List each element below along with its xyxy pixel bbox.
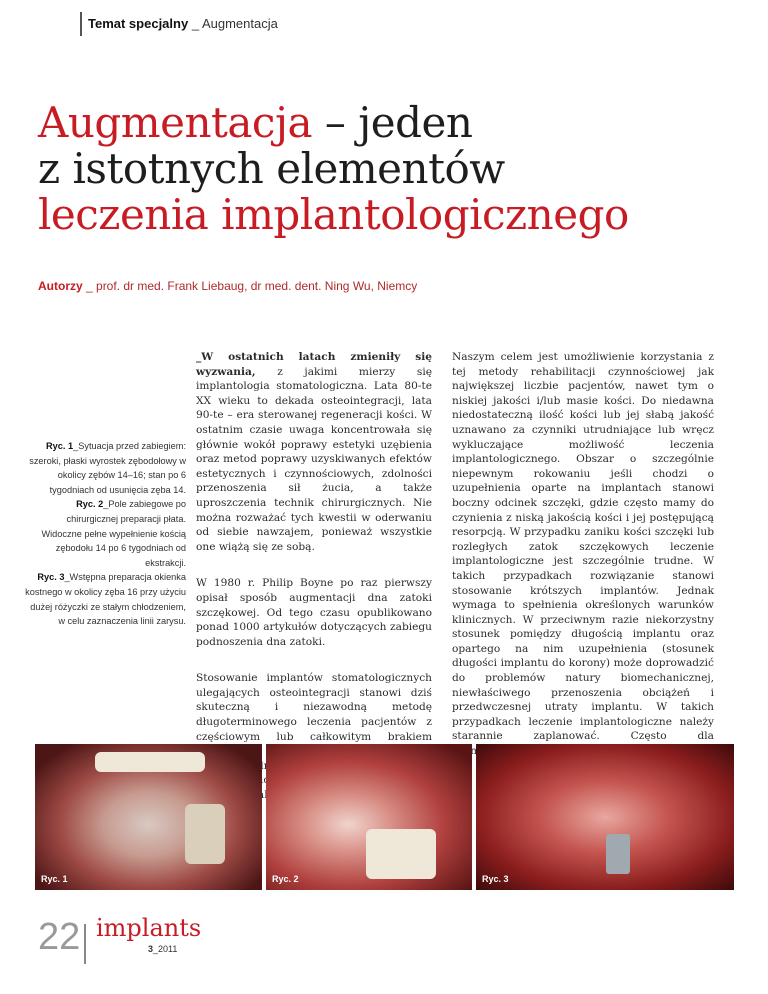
magazine-logo: implants xyxy=(96,914,202,942)
header-separator: _ xyxy=(188,16,202,31)
figure-photo-1 xyxy=(35,744,262,890)
figure-label: Ryc. 3 xyxy=(482,874,509,884)
lead-paragraph xyxy=(196,350,432,554)
caption-text: _Wstępna preparacja okienka kostnego w okolicy zęba 16 przy użyciu dużej różyczki ze stałym chłodzeniem, w celu zaznaczenia linii zarysu. xyxy=(25,572,186,627)
teeth-shape xyxy=(95,752,205,772)
authors-names: _ prof. dr med. Frank Liebaug, dr med. dent. Ning Wu, Niemcy xyxy=(82,279,418,293)
lead-text: _W ostatnich latach zmieniły się wyzwania, xyxy=(196,351,432,378)
header-rule xyxy=(80,12,82,36)
authors-label: Autorzy xyxy=(38,279,83,293)
caption-text: _Sytuacja przed zabiegiem: szeroki, płaski wyrostek zębodołowy w okolicy zębów 14–16; stan po 6 tygodniach od usunięcia zęba 14. xyxy=(29,441,186,495)
teeth-shape xyxy=(366,829,436,879)
caption-label: Ryc. 1 xyxy=(46,441,74,451)
caption-label: Ryc. 2 xyxy=(76,499,104,510)
issue-num: 3 xyxy=(148,944,154,954)
figure-photo-2 xyxy=(266,744,472,890)
issue-year: _2011 xyxy=(153,944,178,954)
footer-divider xyxy=(84,924,86,964)
text-column-2 xyxy=(452,350,714,773)
page-number: 22 xyxy=(38,916,81,958)
article-title xyxy=(38,100,629,238)
figure-photo-3 xyxy=(476,744,734,890)
running-header xyxy=(88,16,278,31)
teeth-shape xyxy=(185,804,225,864)
figure-captions xyxy=(24,439,186,629)
teeth-shape xyxy=(606,834,630,874)
figure-label: Ryc. 2 xyxy=(272,874,299,884)
paragraph: Naszym celem jest umożliwienie korzystania z tej metody rehabilitacji czynnościowej jak największej liczbie pacjentów, nawet tym o niskiej jakości i/lub masie kości. Do niedawna niedostateczną ilość kości lub jej słabą jakość uznawano za czynniki utrudniające lub wręcz wykluczające możliwość leczenia implantologicznego. Obszar o szczególnie niepewnym rokowaniu jeśli chodzi o uzupełnienia oparte na implantach stanowi boczny odcinek szczęki, gdzie często mamy do czynienia z niską jakością kości i jej postępującą resorpcją. W przypadku zaniku kości szczęki lub rozległych zatok szczękowych leczenie implantologiczne jest szczególnie trudne. W takich przypadkach rozwiązanie stanowi stosowanie krótszych implantów. Jednak wymaga to spełnienia określonych warunków klinicznych. W przeciwnym razie niekorzystny stosunek pomiędzy długością implantu oraz opartego na nim uzupełnienia (stosunek długości implantu do korony) może doprowadzić do problemów natury biomechanicznej, niewłaściwego przenoszenia obciążeń i przedwczesnej utraty implantu. W takich przypadkach leczenie implantologiczne należy starannie zaplanować. Często dla xyxy=(452,351,714,743)
figure-label: Ryc. 1 xyxy=(41,874,68,884)
issue-number xyxy=(148,944,177,954)
caption-text: _Pole zabiegowe po chirurgicznej preparacji płata. Widoczne pełne wypełnienie kością zębodołu 14 po 6 tygodniach od ekstrakcji. xyxy=(41,499,186,568)
caption-2 xyxy=(24,497,186,570)
title-keyword: Augmentacja xyxy=(38,98,313,147)
title-line2: z istotnych elementów xyxy=(38,144,505,193)
paragraph: Stosowanie implantów stomatologicznych ulegających osteointegracji stanowi dziś skuteczną i niezawodną metodę długoterminowego leczenia pacjentów z częściowym lub całkowitym brakiem xyxy=(196,672,432,743)
title-line3: leczenia implantologicznego xyxy=(38,190,629,239)
lead-body: z jakimi mierzy się implantologia stomatologiczna. Lata 80-te XX wieku to dekada osteointegracji, lata 90-te – era sterowanej regeneracji kości. W ostatnim czasie uwaga koncentrowała się głównie wokół poprawy estetyki uzębienia oraz metod poprawy uzyskiwanych efektów estetycznych i czynnościowych, zdolności przenoszenia sił żucia, a także uproszczenia technik chirurgicznych. Nie można rozważać tych kwestii w oderwaniu od siebie nawzajem, ponieważ wszystkie one wiążą się ze sobą. xyxy=(196,365,432,553)
caption-3 xyxy=(24,570,186,628)
section-name: Temat specjalny xyxy=(88,16,189,31)
paragraph: W 1980 r. Philip Boyne po raz pierwszy opisał sposób augmentacji dna zatoki szczękowej. Od tego czasu opublikowano ponad 1000 artykułów dotyczących zabiegu podnoszenia dna zatoki. xyxy=(196,577,432,648)
caption-label: Ryc. 3 xyxy=(37,572,65,583)
title-line1-rest: – jeden xyxy=(312,98,473,147)
authors-line xyxy=(38,279,417,293)
caption-1 xyxy=(24,439,186,497)
section-topic: Augmentacja xyxy=(201,16,278,31)
